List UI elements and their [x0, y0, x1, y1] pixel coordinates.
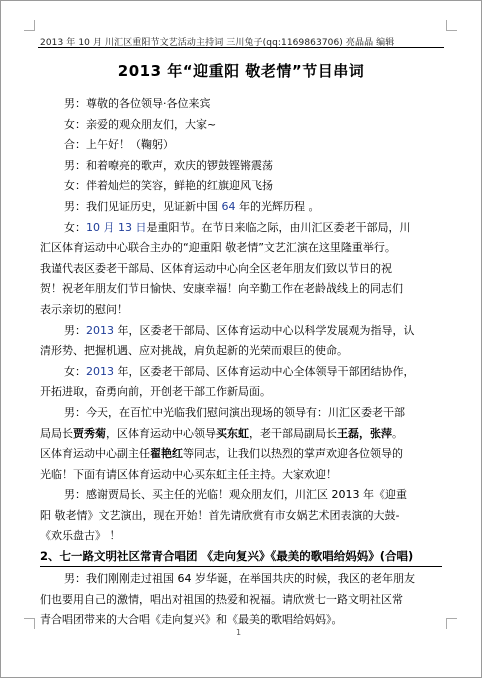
paragraph-2-line-2: 清形势、把握机遇、应对挑战，肩负起新的光荣而艰巨的使命。 [40, 344, 348, 358]
line-6 [40, 197, 442, 218]
p1-date: 10 月 13 日 [86, 220, 147, 234]
paragraph-6-line-2: 们也要用自己的激情，唱出对祖国的热爱和祝福。请欣赏七一路文明社区常 [40, 592, 403, 606]
p3-year: 2013 [86, 364, 114, 378]
document-title: 2013 年“迎重阳 敬老情”节目串词 [117, 62, 365, 80]
line-5: 女：伴着灿烂的笑容，鲜艳的红旗迎风飞扬 [64, 179, 273, 193]
paragraph-2-line-1 [40, 321, 442, 342]
line-6-number: 64 [221, 199, 236, 213]
paragraph-1-line-1 [40, 218, 442, 239]
page-header: 2013 年 10 月 川汇区重阳节文艺活动主持词 三川兔子(qq:1169863706) 亮晶晶 编辑 [40, 38, 395, 48]
p4-name-3: 王磊，张萍 [337, 426, 392, 440]
paragraph-4-line-2 [40, 424, 442, 445]
p4-name-1: 贾秀菊 [73, 426, 106, 440]
crop-mark-bottom-left [24, 618, 35, 629]
p4-text-d: 。 [392, 426, 403, 440]
paragraph-5-line-1: 男：感谢贾局长、买主任的光临！观众朋友们，川汇区 2013 年《迎重 [64, 488, 407, 502]
paragraph-1-line-2: 汇区体育运动中心联合主办的“迎重阳 敬老情”文艺汇演在这里隆重举行。 [40, 241, 396, 255]
p4-line3-a: 区体育运动中心副主任 [40, 447, 150, 461]
paragraph-4-line-1: 男：今天，在百忙中光临我们慰问演出现场的领导有：川汇区委老干部 [64, 405, 405, 419]
p4-name-4: 翟艳红 [150, 447, 183, 461]
crop-mark-top-left [24, 20, 35, 31]
paragraph-5-line-3: 《欢乐盘古》 ！ [40, 529, 121, 543]
paragraph-1-line-4: 贺！祝老年朋友们节日愉快、安康幸福！向辛勤工作在老龄战线上的同志们 [40, 282, 403, 296]
line-6-text-a: 男：我们见证历史，见证新中国 [64, 199, 222, 213]
p4-line3-b: 等同志，让我们以热烈的掌声欢迎各位领导的 [183, 447, 403, 461]
paragraph-3-line-2: 开拓进取，奋勇向前，开创老干部工作新局面。 [40, 385, 271, 399]
p3-text: 年，区委老干部局、区体育运动中心全体领导干部团结协作， [114, 364, 415, 378]
line-6-text-b: 年的光辉历程 。 [235, 199, 320, 213]
paragraph-1-line-5: 表示亲切的慰问！ [40, 302, 128, 316]
p2-text: 年，区委老干部局、区体育运动中心以科学发展观为指导，认 [114, 323, 415, 337]
line-4: 男：和着嘹亮的歌声，欢庆的锣鼓铿锵震荡 [64, 158, 273, 172]
line-3: 合：上午好！（鞠躬） [64, 138, 174, 152]
p1-speaker: 女： [64, 220, 86, 234]
p4-name-2: 买东虹 [216, 426, 249, 440]
page-number: 1 [236, 628, 242, 637]
p3-speaker: 女： [64, 364, 86, 378]
p2-year: 2013 [86, 323, 114, 337]
paragraph-4-line-3 [40, 444, 442, 465]
line-2: 女：亲爱的观众朋友们，大家~ [64, 117, 217, 131]
crop-mark-top-right [446, 20, 457, 31]
document-body [40, 94, 442, 631]
paragraph-3-line-1 [40, 362, 442, 383]
paragraph-1-line-3: 我谨代表区委老干部局、区体育运动中心向全区老年朋友们致以节日的祝 [40, 261, 392, 275]
paragraph-6-line-1: 男：我们刚刚走过祖国 64 岁华诞，在举国共庆的时候，我区的老年朋友 [64, 572, 415, 586]
paragraph-5-line-2: 阳 敬老情》文艺演出，现在开始！首先请欣赏有市女娲艺术团表演的大鼓- [40, 508, 400, 522]
p2-speaker: 男： [64, 323, 86, 337]
p1-text: 是重阳节。在节日来临之际，由川汇区委老干部局，川 [146, 220, 411, 234]
header-rule [38, 47, 444, 48]
line-1: 男：尊敬的各位领导·各位来宾 [64, 97, 211, 110]
p4-text-c: ，老干部局副局长 [249, 426, 337, 440]
section-heading: 2、七一路文明社区常青合唱团 《走向复兴》《最美的歌唱给妈妈》(合唱) [40, 547, 442, 567]
p4-text-b: ，区体育运动中心领导 [106, 426, 216, 440]
p4-text-a: 局局长 [40, 426, 73, 440]
paragraph-6-line-3: 青合唱团带来的大合唱《走向复兴》和《最美的歌唱给妈妈》。 [40, 613, 343, 627]
paragraph-4-line-4: 光临！下面有请区体育运动中心买东虹主任主持。大家欢迎！ [40, 467, 337, 481]
crop-mark-bottom-right [446, 618, 457, 629]
